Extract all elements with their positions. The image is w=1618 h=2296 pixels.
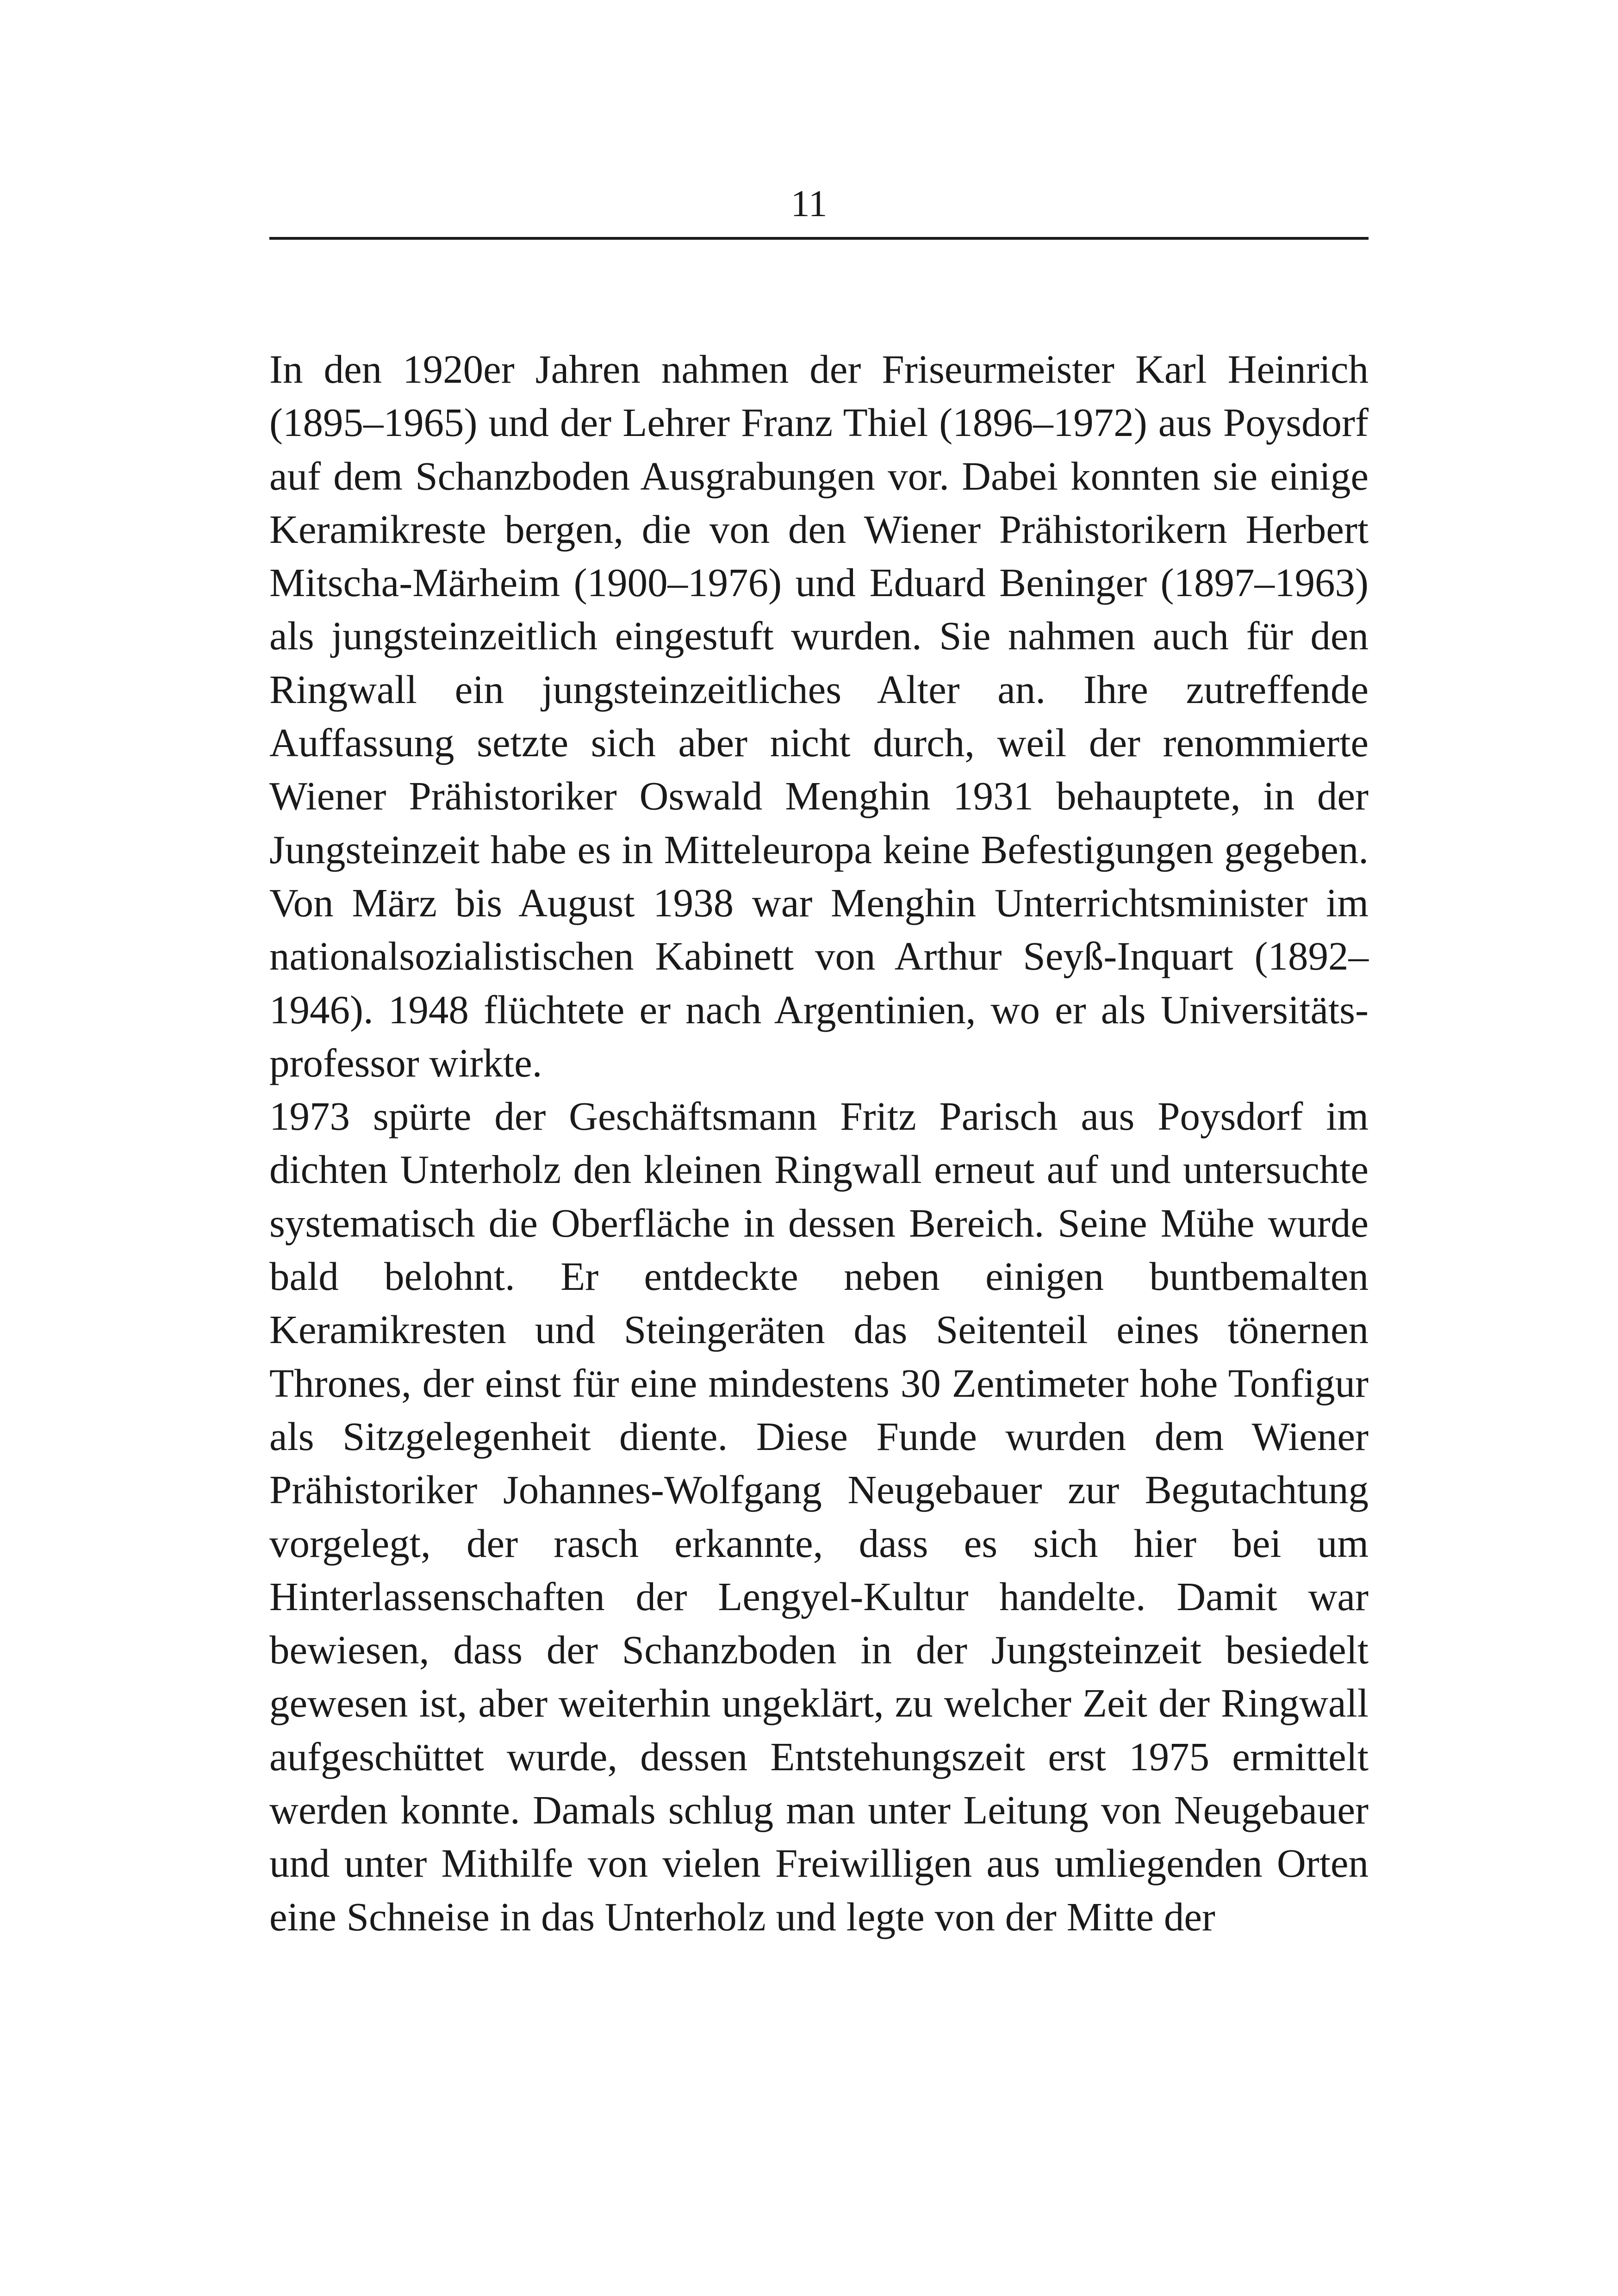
page-number: 11 — [790, 182, 828, 224]
header-rule — [269, 237, 1369, 240]
paragraph-1: In den 1920er Jahren nahmen der Friseurmeister Karl Heinrich (1895–1965) und der Lehrer Franz Thiel (1896–1972) aus Poysdorf auf dem Schanzboden Ausgrabungen vor. Dabei konnten sie einige Keramikreste bergen, die von den Wiener Prähistorikern Herbert Mitscha-Märheim (1900–1976) und Eduard Beninger (1897–1963) als jungsteinzeitlich eingestuft wurden. Sie nahmen auch für den Ringwall ein jungsteinzeitliches Alter an. Ihre zutreffende Auffassung setzte sich aber nicht durch, weil der renommierte Wiener Prähistoriker Oswald Menghin 1931 behauptete, in der Jungsteinzeit habe es in Mitteleuropa keine Befestigungen gegeben. Von März bis August 1938 war Menghin Unterrichtsminister im nationalsozialistischen Kabinett von Arthur Seyß-Inquart (1892–1946). 1948 flüchtete er nach Argentinien, wo er als Universitätsprofessor wirkte. — [269, 347, 1369, 1085]
paragraph-2: 1973 spürte der Geschäftsmann Fritz Parisch aus Poysdorf im dichten Unterholz den kleinen Ringwall erneut auf und untersuchte systematisch die Oberfläche in dessen Bereich. Seine Mühe wurde bald belohnt. Er entdeckte neben einigen buntbemalten Keramikresten und Steingeräten das Seitenteil eines tönernen Thrones, der einst für eine mindestens 30 Zentimeter hohe Tonfigur als Sitzgelegenheit diente. Diese Funde wurden dem Wiener Prähistoriker Johannes-Wolfgang Neugebauer zur Begutachtung vorgelegt, der rasch erkannte, dass es sich hier bei um Hinterlassenschaften der Lengyel-Kultur handelte. Damit war bewiesen, dass der Schanzboden in der Jungsteinzeit besiedelt gewesen ist, aber weiterhin ungeklärt, zu welcher Zeit der Ringwall aufgeschüttet wurde, dessen Entstehungszeit erst 1975 ermittelt werden konnte. Damals schlug man unter Leitung von Neugebauer und unter Mithilfe von vielen Freiwilligen aus umliegenden Orten eine Schneise in das Unterholz und legte von der Mitte der — [269, 1094, 1369, 1939]
body-text — [269, 342, 1369, 1943]
